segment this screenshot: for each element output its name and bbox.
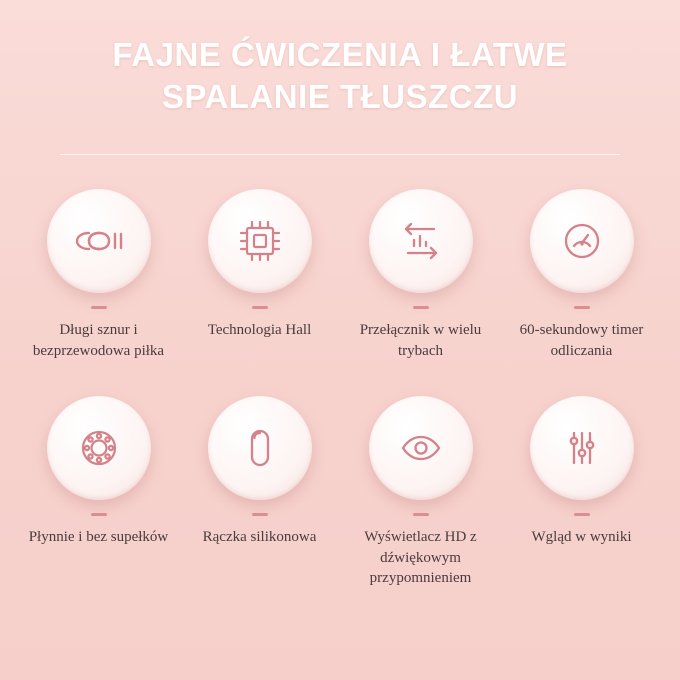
- divider-dash: [252, 513, 268, 516]
- feature-item: [340, 189, 501, 361]
- feature-item: [179, 189, 340, 361]
- feature-item: [501, 189, 662, 361]
- divider: [60, 154, 620, 155]
- divider-dash: [413, 306, 429, 309]
- feature-item: [501, 396, 662, 589]
- feature-label: Technologia Hall: [207, 322, 312, 339]
- feature-badge: [369, 396, 473, 500]
- divider-dash: [574, 306, 590, 309]
- feature-badge: [47, 396, 151, 500]
- rope-ball-icon: [70, 212, 128, 270]
- feature-label: Długi sznur i bezprzewodowa piłka: [32, 322, 165, 360]
- feature-item: [179, 396, 340, 589]
- feature-item: [18, 396, 179, 589]
- chip-icon: [233, 214, 287, 268]
- feature-grid-row-2: [0, 396, 680, 589]
- feature-badge: [208, 396, 312, 500]
- divider-dash: [91, 306, 107, 309]
- feature-badge: [208, 189, 312, 293]
- handle-icon: [233, 421, 287, 475]
- divider-dash: [252, 306, 268, 309]
- feature-label: Wgląd w wyniki: [531, 528, 632, 545]
- divider-dash: [574, 513, 590, 516]
- feature-label: 60-sekundowy timer odliczania: [519, 322, 644, 360]
- feature-badge: [47, 189, 151, 293]
- feature-item: [340, 396, 501, 589]
- feature-badge: [530, 189, 634, 293]
- mode-switch-icon: [393, 213, 449, 269]
- feature-label: Wyświetlacz HD z dźwiękowym przypomnieniem: [364, 528, 477, 587]
- feature-badge: [369, 189, 473, 293]
- divider-dash: [413, 513, 429, 516]
- sliders-icon: [555, 421, 609, 475]
- feature-label: Przełącznik w wielu trybach: [359, 322, 482, 360]
- feature-label: Płynnie i bez supełków: [28, 528, 169, 545]
- eye-display-icon: [392, 419, 450, 477]
- divider-dash: [91, 513, 107, 516]
- feature-label: Rączka silikonowa: [202, 528, 317, 545]
- speedometer-icon: [555, 214, 609, 268]
- bearing-icon: [71, 420, 127, 476]
- header: [0, 0, 680, 155]
- feature-badge: [530, 396, 634, 500]
- page-title: FAJNE ĆWICZENIA I ŁATWE SPALANIE TŁUSZCZU: [112, 36, 568, 116]
- feature-grid-row-1: [0, 189, 680, 361]
- feature-item: [18, 189, 179, 361]
